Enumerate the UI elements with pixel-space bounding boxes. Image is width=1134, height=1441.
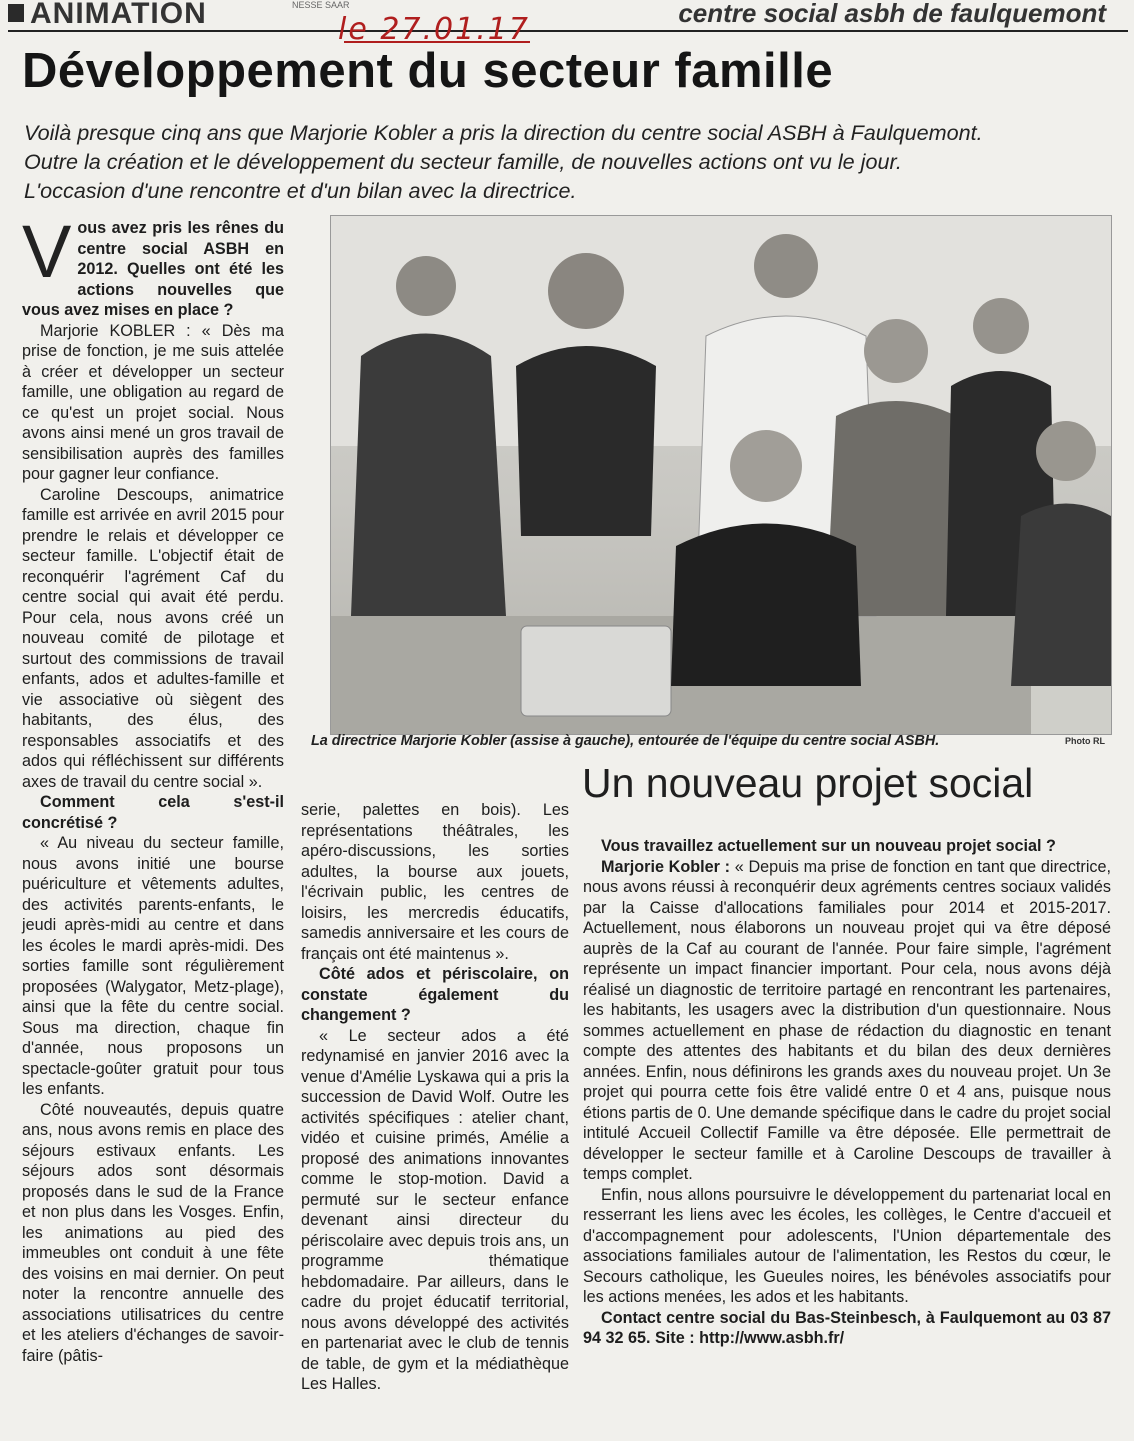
answer-paragraph: Caroline Descoups, animatrice famille est arrivée en avril 2015 pour prendre le relais et développer ce secteur famille. L'objectif était de reconquérir l'agrément Caf du centre social qui avait été perdu. Pour cela, nous avons créé un nouveau comité de pilotage et surtout des commissions de travail enfants, ados et adultes-famille et vie associative où siègent des habitants, des élus, des responsables associatifs et des ados qui réfléchissent sur différents axes de travail du centre social ».: [22, 485, 284, 791]
question-3: Côté ados et périscolaire, on constate également du changement ?: [301, 965, 569, 1024]
rubric-label: ANIMATION: [30, 0, 207, 30]
answer-paragraph: Marjorie KOBLER : « Dès ma prise de fonction, je me suis attelée à créer et développer un secteur famille, une obligation au regard de ce qu'est un projet social. Nous avons ainsi mené un gros travail de sensibilisation auprès des familles pour gagner leur confiance.: [22, 321, 284, 483]
answer-paragraph: « Au niveau du secteur famille, nous avons initié une bourse puériculture et vêtements adultes, des activités parents-enfants, le jeudi après-midi au centre et dans les écoles le mardi après-midi. Des sorties famille sont régulièrement proposées (Walygator, Metz-plage), ainsi que la fête du centre social. Sous ma direction, chaque fin d'année, nous proposons un spectacle-goûter gratuit pour tous les enfants.: [22, 834, 284, 1098]
team-photo: [330, 215, 1112, 735]
answer-paragraph: Enfin, nous allons poursuivre le développement du partenariat local en resserrant les liens avec les écoles, les collèges, le Centre d'accueil et d'accompagnement pour adolescents, l'Union départementale des associations familiales autour de l'alimentation, les Restos du cœur, le Secours catholique, les Gueules noires, les bénévoles associatifs pour les actions menées, les ados et les habitants.: [583, 1185, 1111, 1306]
lead-paragraph: [24, 118, 1124, 205]
rubric-square-icon: [8, 4, 24, 22]
question-2: Comment cela s'est-il concrétisé ?: [22, 793, 284, 832]
photo-caption: La directrice Marjorie Kobler (assise à gauche), entourée de l'équipe du centre social ASBH.: [311, 733, 940, 749]
answer-paragraph: Côté nouveautés, depuis quatre ans, nous avons remis en place des séjours estivaux enfants. Les séjours ados sont désormais proposés dans le sud de la France et non plus dans les Vosges. Enfin, les animations au pied des immeubles ont conduit à une fête des voisins en mai dernier. On peut noter la rencontre annuelle des associations utilisatrices du centre et les ateliers d'échanges de savoir-faire (pâtis-: [22, 1100, 284, 1365]
handwritten-date: le 27.01.17: [338, 12, 530, 47]
answer-paragraph: Marjorie Kobler : « Depuis ma prise de fonction en tant que directrice, nous avons réussi à reconquérir deux agréments centres sociaux validés par la Caisse d'allocations familiales pour 2014 et 2015-2017. Actuellement, nous élaborons un nouveau projet qui va être déposé auprès de la Caf au courant de l'année. Pour faire simple, l'agrément représente un impact financier important. Pour cela, nous avons déjà réalisé un diagnostic de territoire partagé en rencontrant les partenaires, les habitants, les usagers avec la distribution d'un questionnaire. Nous sommes actuellement en phase de rédaction du diagnostic en tenant compte des attentes des habitants et du bilan des deux dernières années. Enfin, nous définirons les grands axes du nouveau projet. Un 3e projet qui pourra cette fois être validé entre 0 et 4 ans, puisque nous étions partis de 0. Une demande spécifique dans le cadre du projet social intitulé Accueil Collectif Famille va être déposée. Elle permettrait de développer le secteur famille et à Caroline Descoups de travailler à temps complet.: [583, 857, 1112, 1183]
answer-paragraph: serie, palettes en bois). Les représentations théâtrales, les apéro-discussions, les sorties adultes, la bourse aux jouets, l'écrivain public, les centres de loisirs, les mercredis éducatifs, samedis anniversaire et les cours de français ont été maintenus ».: [301, 801, 569, 963]
paper-mark: NESSE SAAR: [292, 0, 350, 10]
article-column-3: [583, 836, 1111, 1349]
article-source: centre social asbh de faulquemont: [678, 0, 1106, 28]
lead-line: L'occasion d'une rencontre et d'un bilan avec la directrice.: [24, 178, 577, 203]
photo-credit: Photo RL: [1065, 736, 1105, 746]
headline: Développement du secteur famille: [22, 44, 834, 98]
contact-line: Contact centre social du Bas-Steinbesch, à Faulquemont au 03 87 94 32 65. Site : http://www.asbh.fr/: [583, 1308, 1111, 1347]
answer-paragraph: « Le secteur ados a été redynamisé en janvier 2016 avec la venue d'Amélie Lyskawa qui a pris la succession de David Wolf. Outre les activités spécifiques : atelier chant, vidéo et cuisine primés, Amélie a proposé des animations innovantes comme le stop-motion. David a permuté sur le secteur enfance devenant ainsi directeur du périscolaire avec depuis trois ans, un programme thématique hebdomadaire. Par ailleurs, dans le cadre du projet éducatif territorial, nous avons développé des activités en partenariat avec le club de tennis de table, de gym et la médiathèque Les Halles.: [301, 1026, 569, 1393]
section-title: Un nouveau projet social: [582, 760, 1034, 806]
article-column-1: [22, 210, 284, 1366]
article-column-2: [301, 800, 569, 1395]
drop-cap: V: [22, 210, 72, 293]
speaker-label: Marjorie Kobler :: [601, 857, 731, 876]
lead-line: Voilà presque cinq ans que Marjorie Kobler a pris la direction du centre social ASBH à Faulquemont.: [24, 120, 983, 145]
question-1: Vous avez pris les rênes du centre social ASBH en 2012. Quelles ont été les actions nouvelles que vous avez mises en place ?: [22, 210, 284, 319]
team-photo-illustration: [331, 216, 1111, 734]
question-4: Vous travaillez actuellement sur un nouveau projet social ?: [601, 837, 1056, 855]
lead-line: Outre la création et le développement du secteur famille, de nouvelles actions ont vu le jour.: [24, 149, 902, 174]
